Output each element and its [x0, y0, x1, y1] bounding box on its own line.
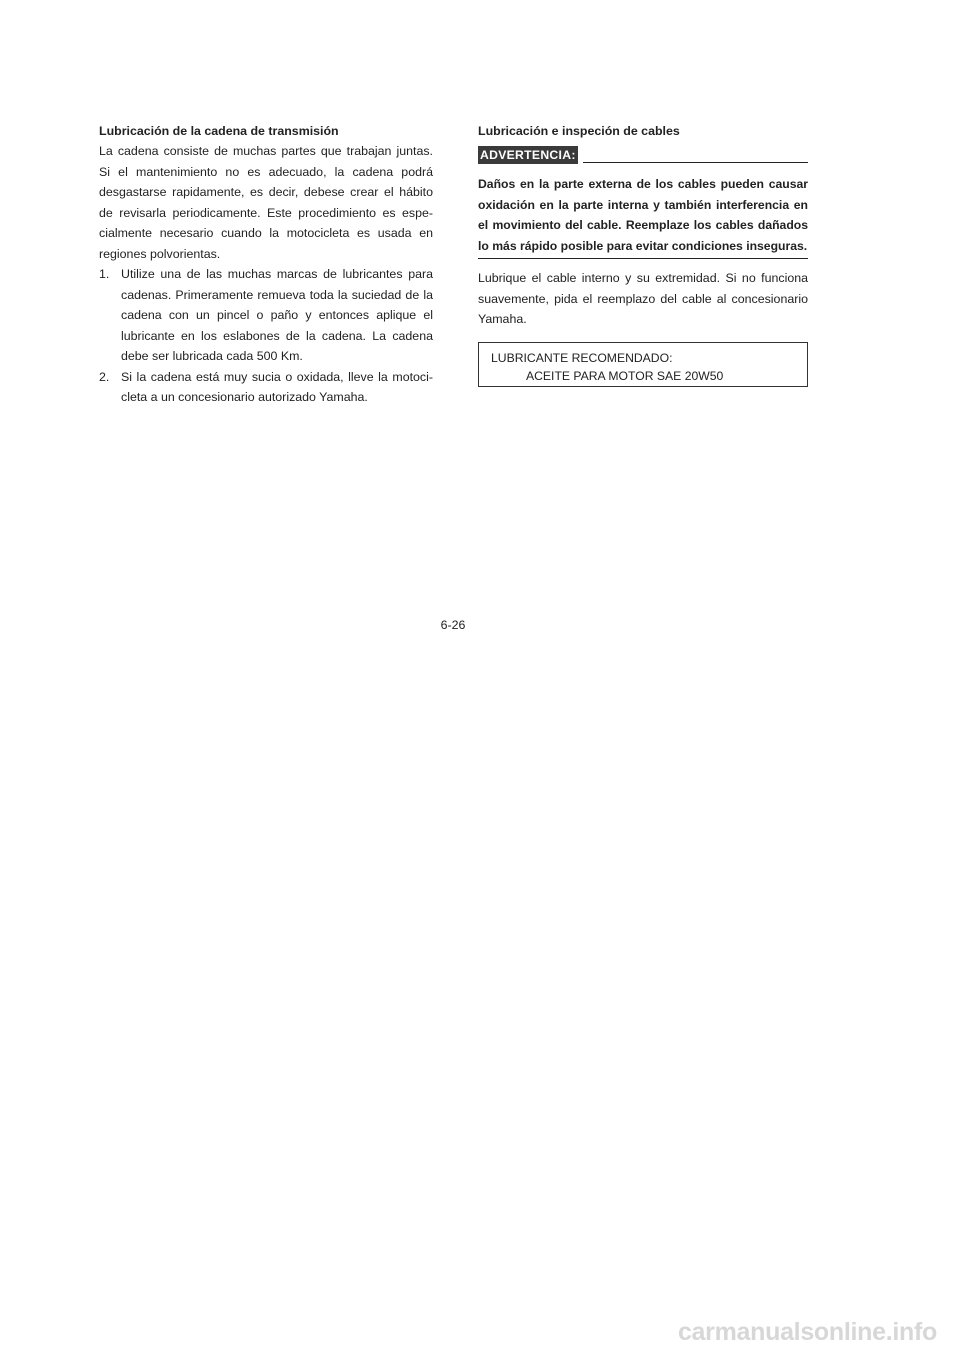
- chain-lubrication-heading: Lubricación de la cadena de transmisión: [99, 124, 339, 138]
- cable-lubrication-section: [478, 121, 808, 387]
- cable-lubrication-heading: Lubricación e inspeción de cables: [478, 124, 680, 138]
- warning-badge: ADVERTENCIA:: [480, 148, 576, 162]
- watermark: carmanualsonline.info: [677, 1318, 937, 1346]
- step-1: [99, 264, 433, 367]
- chain-lubrication-intro: La cadena consiste de muchas partes que trabajan juntas. Si el mantenimiento no es adecuado, la cadena podrá desgastarse rapidamente, es decir, debese crear el hábito de revisarla periodicamente. Este procedimiento es espe-cialmente necesario cuando la motocicleta es usada en regiones polvorientas.: [99, 144, 433, 261]
- page-number: 6-26: [440, 618, 466, 632]
- cable-lubrication-body: Lubrique el cable interno y su extremidad. Si no funciona suavemente, pida el reemplazo del cable al concesionario Yamaha.: [478, 271, 808, 326]
- step-2-number: 2.: [99, 369, 110, 384]
- step-2-text: Si la cadena está muy sucia o oxidada, lleve la motoci-cleta a un concesionario autorizado Yamaha.: [121, 369, 433, 404]
- step-1-number: 1.: [99, 267, 110, 281]
- recommended-lubricant-box: [478, 342, 808, 387]
- step-1-text: Utilize una de las muchas marcas de lubricantes para cadenas. Primeramente remueva toda la suciedad de la cadena con un pincel o paño y entonces aplique el lubricante en los eslabones de la cadena. La cadena debe ser lubricada cada 500 Km.: [121, 267, 433, 363]
- warning-header: [478, 146, 808, 164]
- recommended-lubricant-value: ACEITE PARA MOTOR SAE 20W50: [526, 368, 724, 383]
- warning-text: Daños en la parte externa de los cables pueden causar oxidación en la parte interna y también interferencia en el movimiento del cable. Reemplaze los cables dañados lo más rápido posible para evitar condiciones inseguras.: [478, 174, 808, 259]
- chain-lubrication-section: [99, 121, 433, 408]
- step-2: [99, 367, 433, 408]
- warning-rule: [583, 162, 808, 163]
- recommended-lubricant-label: LUBRICANTE RECOMENDADO:: [491, 350, 673, 365]
- chain-lubrication-steps: [99, 264, 433, 408]
